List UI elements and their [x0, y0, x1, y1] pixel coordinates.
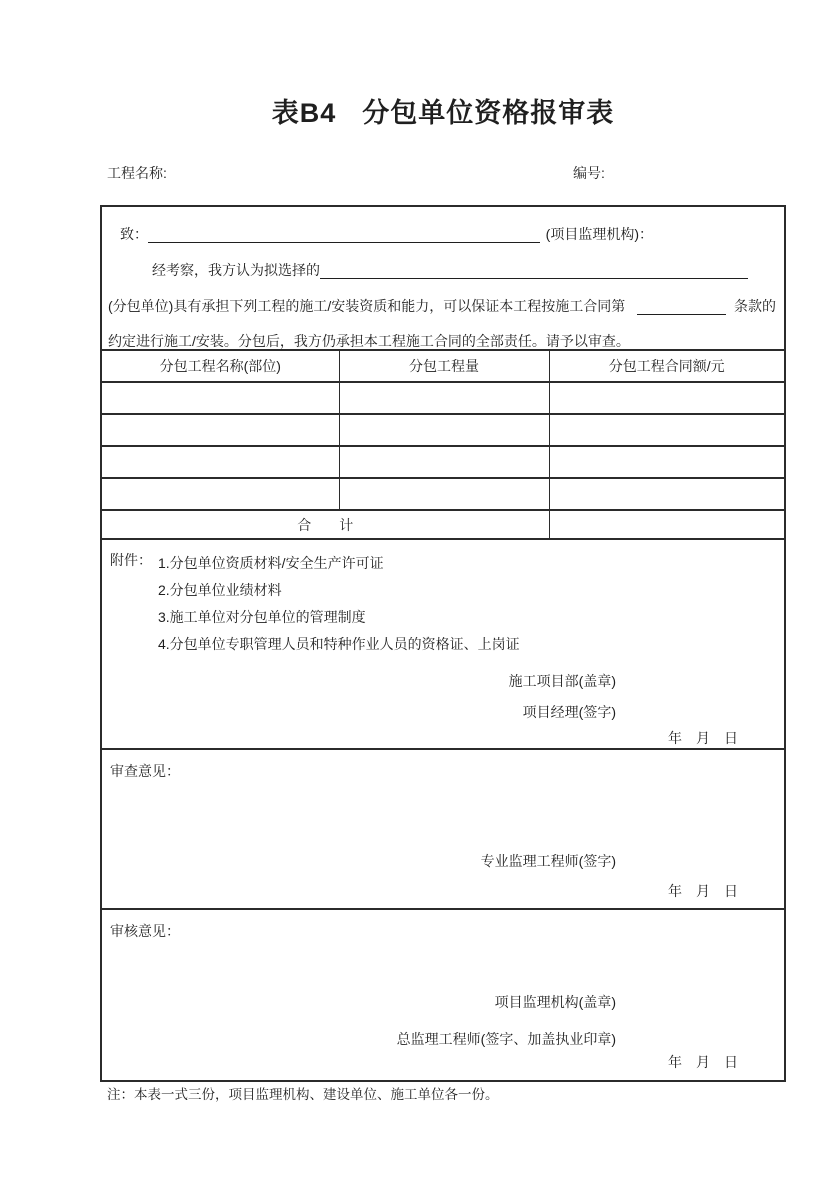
attachment-item-1: 1.分包单位资质材料/安全生产许可证 — [158, 555, 384, 571]
footer-note: 注：本表一式三份，项目监理机构、建设单位、施工单位各一份。 — [107, 1087, 499, 1102]
attachments-date-line: 年 月 日 — [668, 730, 738, 746]
review-label: 审查意见： — [110, 763, 180, 779]
header-subcontract-amount: 分包工程合同额/元 — [549, 350, 784, 382]
supervisor-engineer-sign-label: 专业监理工程师(签字) — [480, 853, 616, 869]
to-line — [120, 225, 653, 243]
approval-date-line: 年 月 日 — [668, 1054, 738, 1070]
approval-label: 审核意见： — [110, 923, 180, 939]
page-title-text: 分包单位资格报审表 — [362, 98, 615, 128]
page-title-form-code: 表B4 — [271, 98, 337, 128]
attachments-row — [102, 540, 784, 658]
clause-suffix: 条款的 — [734, 298, 776, 314]
clause-number-blank-field[interactable] — [637, 299, 726, 315]
monitoring-org-suffix: (项目监理机构)： — [545, 226, 653, 242]
table-cell[interactable] — [549, 478, 784, 510]
table-cell[interactable] — [549, 382, 784, 414]
table-cell[interactable] — [339, 414, 549, 446]
clause-line — [108, 297, 776, 315]
project-manager-sign-label: 项目经理(签字) — [522, 704, 616, 720]
consideration-line — [152, 261, 748, 279]
header-subcontract-name: 分包工程名称(部位) — [102, 350, 339, 382]
total-row — [102, 510, 784, 538]
table-cell[interactable] — [339, 382, 549, 414]
table-cell[interactable] — [549, 446, 784, 478]
chief-engineer-sign-label: 总监理工程师(签字、加盖执业印章) — [396, 1031, 616, 1047]
attachments-label: 附件： — [110, 552, 152, 568]
form-number-label: 编号: — [573, 165, 605, 181]
table-cell[interactable] — [102, 414, 339, 446]
total-amount-cell[interactable] — [549, 510, 784, 538]
table-cell[interactable] — [549, 414, 784, 446]
table-cell[interactable] — [102, 478, 339, 510]
page-title — [100, 96, 786, 130]
review-date-line: 年 月 日 — [668, 883, 738, 899]
table-header-row — [102, 350, 784, 382]
table-cell[interactable] — [102, 382, 339, 414]
table-cell[interactable] — [339, 446, 549, 478]
form-box — [100, 205, 786, 1082]
table-row — [102, 446, 784, 478]
attachment-item-2: 2.分包单位业绩材料 — [158, 582, 282, 598]
intro-section — [102, 207, 784, 349]
commitment-line: 约定进行施工/安装。分包后，我方仍承担本工程施工合同的全部责任。请予以审查。 — [108, 333, 630, 349]
to-label: 致： — [120, 226, 148, 242]
table-row — [102, 478, 784, 510]
header-subcontract-quantity: 分包工程量 — [339, 350, 549, 382]
attachment-item-3: 3.施工单位对分包单位的管理制度 — [158, 609, 366, 625]
table-row — [102, 414, 784, 446]
table-cell[interactable] — [339, 478, 549, 510]
approval-section — [102, 908, 784, 1080]
project-name-label: 工程名称: — [107, 165, 167, 181]
total-label: 合 计 — [102, 510, 549, 538]
attachments-section — [102, 538, 784, 748]
subcontractor-name-blank-field[interactable] — [320, 263, 748, 279]
subcontract-table — [102, 349, 784, 538]
attachments-list — [158, 550, 520, 658]
supervision-org-seal-label: 项目监理机构(盖章) — [494, 994, 616, 1010]
review-section — [102, 748, 784, 908]
construction-dept-seal-label: 施工项目部(盖章) — [508, 673, 616, 689]
consideration-text: 经考察，我方认为拟选择的 — [152, 262, 320, 278]
to-org-blank-field[interactable] — [148, 227, 540, 243]
clause-text: (分包单位)具有承担下列工程的施工/安装资质和能力，可以保证本工程按施工合同第 — [108, 298, 626, 314]
table-row — [102, 382, 784, 414]
attachment-item-4: 4.分包单位专职管理人员和特种作业人员的资格证、上岗证 — [158, 636, 520, 652]
table-cell[interactable] — [102, 446, 339, 478]
